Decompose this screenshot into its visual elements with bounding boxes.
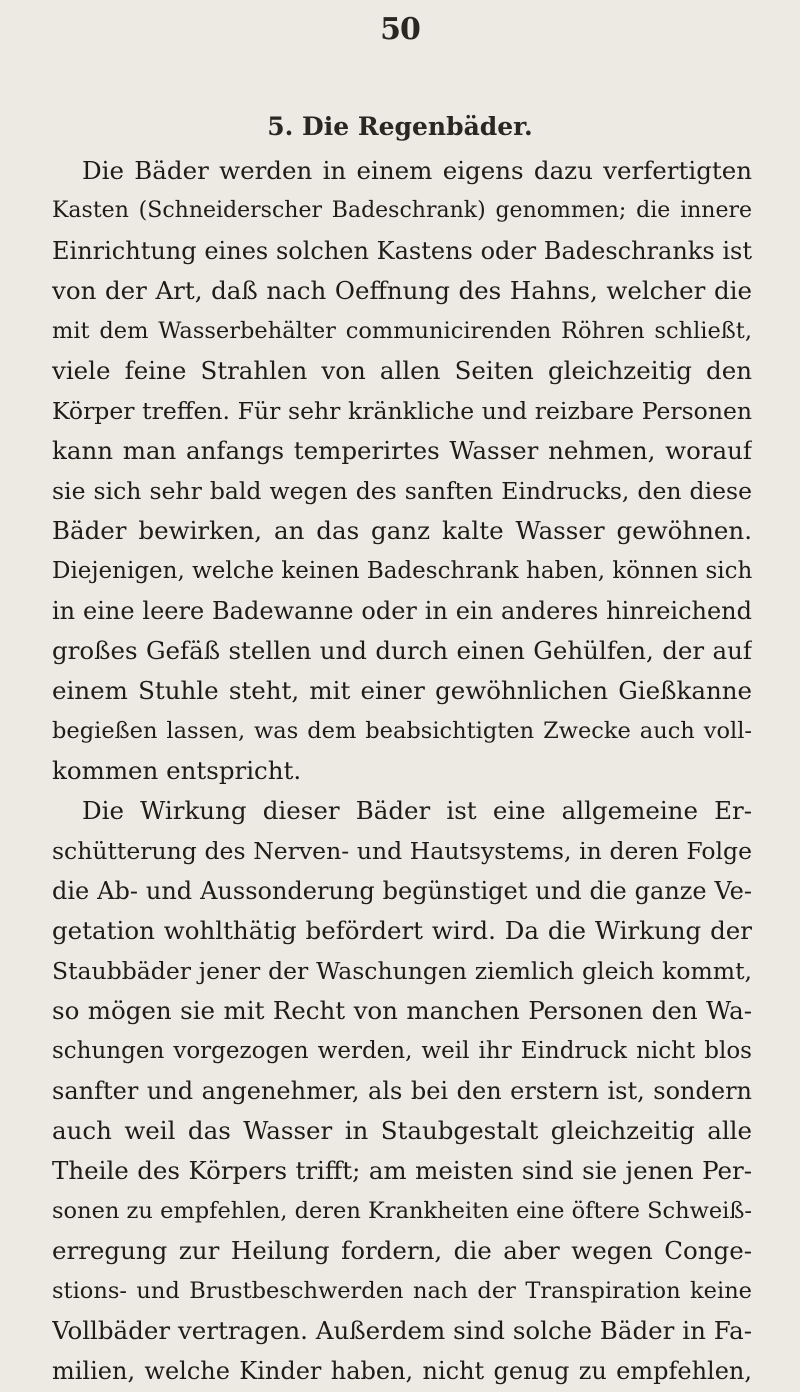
text-line: großes Gefäß stellen und durch einen Gehülfen, der auf bbox=[52, 636, 752, 665]
text-line: sie sich sehr bald wegen des sanften Eindrucks, den diese bbox=[52, 477, 752, 505]
text-line: mit dem Wasserbehälter communicirenden Röhren schließt, bbox=[52, 318, 752, 344]
text-line: Vollbäder vertragen. Außerdem sind solche Bäder in Fa- bbox=[52, 1316, 752, 1345]
text-line: von der Art, daß nach Oeffnung des Hahns, welcher die bbox=[52, 276, 752, 305]
text-line: Die Wirkung dieser Bäder ist eine allgemeine Er- bbox=[82, 796, 752, 825]
body-text bbox=[52, 151, 752, 1391]
text-line: Einrichtung eines solchen Kastens oder Badeschranks ist bbox=[52, 237, 752, 265]
text-line: so mögen sie mit Recht von manchen Personen den Wa- bbox=[52, 996, 752, 1025]
text-line: sanfter und angenehmer, als bei den erstern ist, sondern bbox=[52, 1077, 752, 1105]
text-line: einem Stuhle steht, mit einer gewöhnlichen Gießkanne bbox=[52, 676, 752, 705]
text-line: schütterung des Nerven- und Hautsystems, in deren Folge bbox=[52, 837, 752, 865]
text-line: getation wohlthätig befördert wird. Da die Wirkung der bbox=[52, 916, 752, 945]
text-line: Körper treffen. Für sehr kränkliche und reizbare Personen bbox=[52, 397, 752, 425]
text-line: Staubbäder jener der Waschungen ziemlich gleich kommt, bbox=[52, 957, 752, 985]
text-line: schungen vorgezogen werden, weil ihr Eindruck nicht blos bbox=[52, 1038, 752, 1064]
section-heading: 5. Die Regenbäder. bbox=[267, 112, 533, 141]
text-line: Bäder bewirken, an das ganz kalte Wasser gewöhnen. bbox=[52, 516, 752, 545]
text-line: kommen entspricht. bbox=[52, 756, 302, 785]
text-line: Die Bäder werden in einem eigens dazu verfertigten bbox=[82, 156, 752, 185]
text-line: stions- und Brustbeschwerden nach der Transpiration keine bbox=[52, 1278, 752, 1304]
text-line: kann man anfangs temperirtes Wasser nehmen, worauf bbox=[52, 436, 752, 465]
page-number: 50 bbox=[380, 12, 420, 47]
text-line: Theile des Körpers trifft; am meisten sind sie jenen Per- bbox=[52, 1156, 752, 1185]
text-line: begießen lassen, was dem beabsichtigten Zwecke auch voll- bbox=[52, 718, 752, 744]
text-line: sonen zu empfehlen, deren Krankheiten eine öftere Schweiß- bbox=[52, 1198, 752, 1224]
text-line: in eine leere Badewanne oder in ein anderes hinreichend bbox=[52, 597, 752, 625]
text-line: auch weil das Wasser in Staubgestalt gleichzeitig alle bbox=[52, 1116, 752, 1145]
text-line: milien, welche Kinder haben, nicht genug zu empfehlen, bbox=[52, 1357, 752, 1385]
text-line: erregung zur Heilung fordern, die aber wegen Conge- bbox=[52, 1236, 752, 1265]
text-line: viele feine Strahlen von allen Seiten gleichzeitig den bbox=[52, 356, 752, 385]
text-line: Diejenigen, welche keinen Badeschrank haben, können sich bbox=[52, 558, 752, 584]
text-line: Kasten (Schneiderscher Badeschrank) genommen; die innere bbox=[52, 198, 752, 223]
text-line: die Ab- und Aussonderung begünstiget und die ganze Ve- bbox=[52, 877, 752, 905]
